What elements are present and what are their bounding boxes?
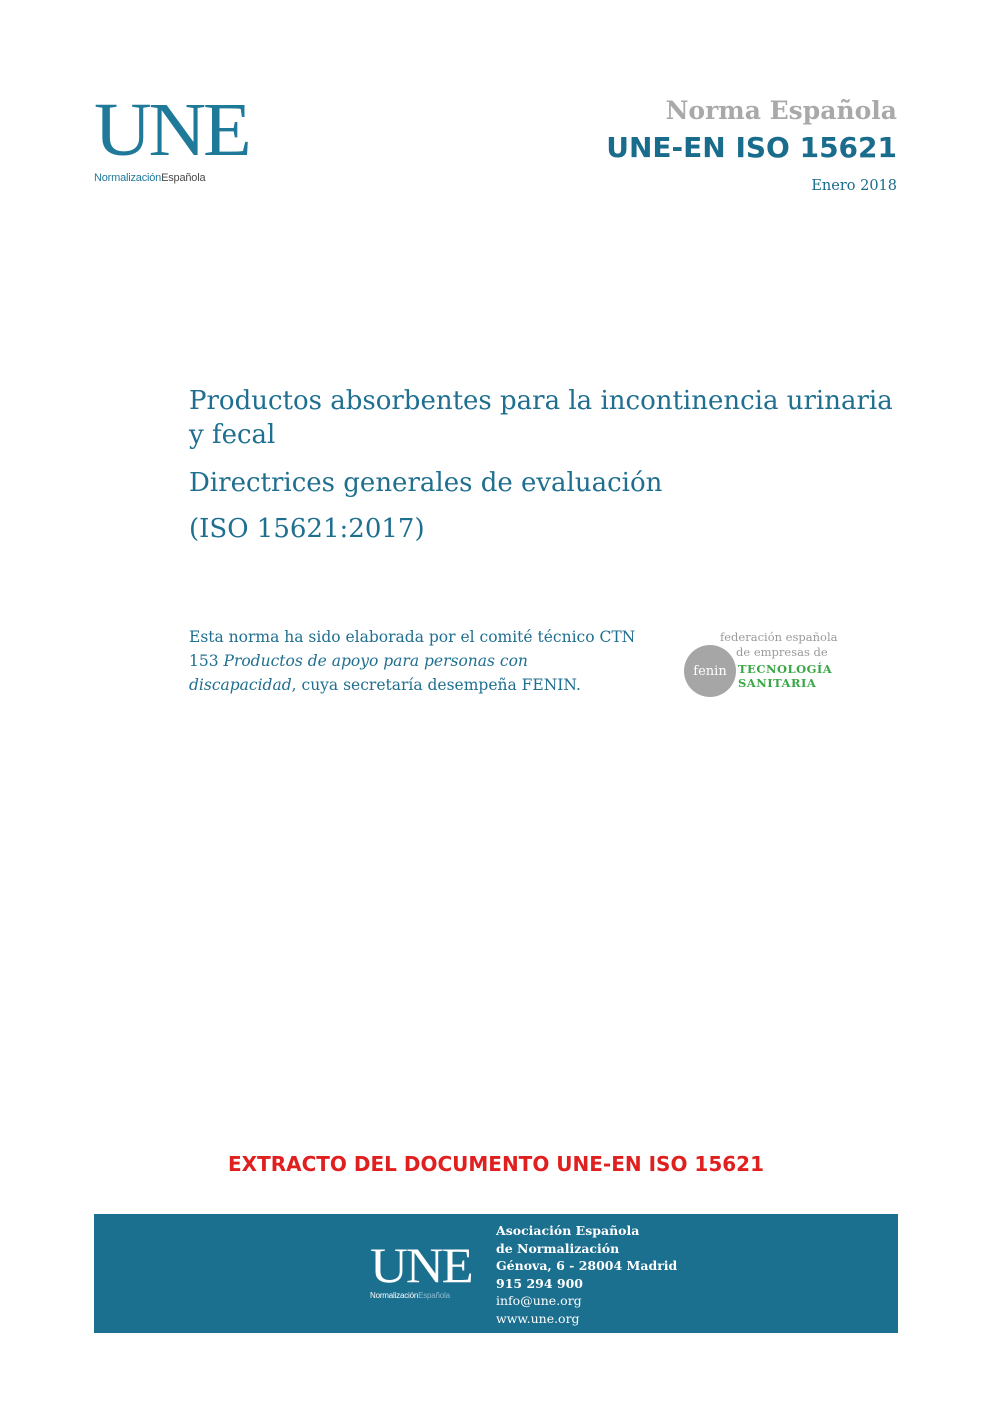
une-logo-wordmark: UNE bbox=[94, 88, 249, 172]
header-info bbox=[606, 96, 897, 194]
footer-logo-subtitle: NormalizaciónEspañola bbox=[370, 1291, 450, 1300]
footer-contact bbox=[496, 1222, 677, 1327]
footer-logo-wordmark: UNE bbox=[370, 1237, 472, 1293]
org-address: Génova, 6 - 28004 Madrid bbox=[496, 1258, 678, 1273]
footer-banner bbox=[94, 1214, 898, 1333]
une-logo-subtitle: NormalizaciónEspañola bbox=[94, 172, 206, 184]
footer-une-logo bbox=[370, 1237, 472, 1300]
standard-code: UNE-EN ISO 15621 bbox=[606, 131, 897, 164]
title-line-1: Productos absorbentes para la incontinencia urinaria y fecal bbox=[189, 386, 893, 450]
org-email-link[interactable]: info@une.org bbox=[496, 1293, 582, 1308]
fenin-circle-icon: fenin bbox=[684, 645, 736, 697]
org-name-line-2: de Normalización bbox=[496, 1240, 620, 1256]
publication-date: Enero 2018 bbox=[811, 178, 897, 194]
title-line-3: (ISO 15621:2017) bbox=[189, 514, 425, 544]
extract-notice: EXTRACTO DEL DOCUMENTO UNE-EN ISO 15621 bbox=[228, 1152, 764, 1176]
fenin-logo-line-2: de empresas de bbox=[736, 645, 828, 659]
committee-statement: Esta norma ha sido elaborada por el comité técnico CTN 153 Productos de apoyo para personas con discapacidad, cuya secretaría desempeña FENIN. bbox=[189, 628, 636, 694]
fenin-logo-line-3: TECNOLOGÍA SANITARIA bbox=[738, 662, 833, 690]
org-name-line-1: Asociación Española bbox=[496, 1223, 640, 1238]
org-phone: 915 294 900 bbox=[496, 1275, 583, 1291]
fenin-logo bbox=[684, 630, 904, 700]
une-logo bbox=[94, 88, 249, 184]
document-title bbox=[189, 384, 909, 546]
norma-label: Norma Española bbox=[665, 96, 897, 125]
org-website-link[interactable]: www.une.org bbox=[496, 1310, 580, 1326]
fenin-logo-line-1: federación española bbox=[720, 630, 838, 644]
title-line-2: Directrices generales de evaluación bbox=[189, 468, 663, 498]
